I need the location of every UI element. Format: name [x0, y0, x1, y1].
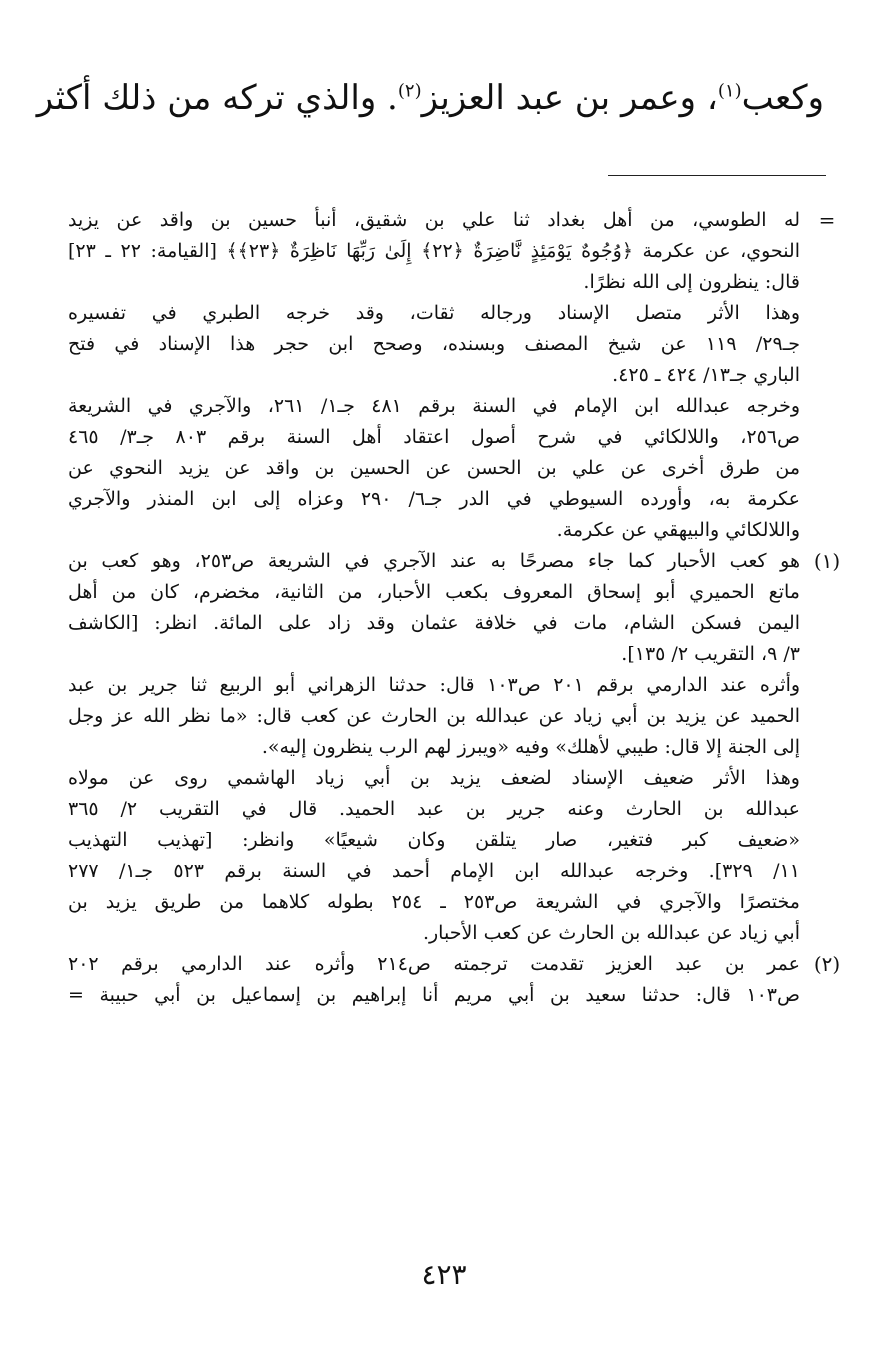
text-line: اليمن فسكن الشام، مات في خلافة عثمان وقد زاد على المائة. انظر: [الكاشف — [68, 612, 800, 634]
text-line: الباري جـ١٣/ ٤٢٤ ـ ٤٢٥. — [612, 364, 800, 386]
text-line: عكرمة به، وأورده السيوطي في الدر جـ٦/ ٢٩٠ وعزاه إلى ابن المنذر والآجري — [68, 488, 800, 510]
footnote-paragraph — [38, 670, 800, 763]
text-line: ص٢٥٦، واللالكائي في شرح أصول اعتقاد أهل السنة برقم ٨٠٣ جـ٣/ ٤٦٥ — [68, 426, 800, 448]
footnote-paragraph — [38, 949, 800, 1011]
text-line: إلى الجنة إلا قال: طيبي لأهلك» وفيه «ويبرز لهم الرب ينظرون إليه». — [261, 736, 800, 758]
text-line: عبدالله بن الحارث وعنه جرير بن عبد الحميد. قال في التقريب ٢/ ٣٦٥ — [68, 798, 800, 820]
footnote-2 — [38, 949, 850, 1011]
footnote-continuation — [38, 205, 850, 546]
text-line: عمر بن عبد العزيز تقدمت ترجمته ص٢١٤ وأثره عند الدارمي برقم ٢٠٢ — [68, 953, 800, 975]
text-line: من طرق أخرى عن علي بن الحسن عن الحسين بن واقد عن يزيد النحوي عن — [68, 457, 800, 479]
footnote-ref-2: (٢) — [397, 80, 422, 102]
text-line: ٣/ ٩، التقريب ٢/ ١٣٥]. — [621, 643, 800, 665]
text-line: أبي زياد عن عبدالله بن الحارث عن كعب الأحبار. — [422, 922, 800, 944]
footnote-1 — [38, 546, 850, 949]
footnote-separator — [608, 175, 826, 176]
text-line: الحميد عن يزيد بن أبي زياد عن عبدالله بن الحارث عن كعب قال: «ما نظر الله عز وجل — [68, 705, 800, 727]
text-line: وهذا الأثر متصل الإسناد ورجاله ثقات، وقد خرجه الطبري في تفسيره — [68, 302, 800, 324]
footnote-1-marker: (١) — [813, 549, 841, 573]
text-line: له الطوسي، من أهل بغداد ثنا علي بن شقيق، أنبأ حسين بن واقد عن يزيد — [68, 209, 800, 231]
continuation-marker: = — [818, 208, 836, 232]
text-line: ص١٠٣ قال: حدثنا سعيد بن أبي مريم أنا إبراهيم بن إسماعيل بن أبي حبيبة = — [68, 984, 800, 1006]
footnote-paragraph — [38, 205, 800, 298]
text-line: ١١/ ٣٢٩]. وخرجه عبدالله ابن الإمام أحمد في السنة برقم ٥٢٣ جـ١/ ٢٧٧ — [68, 860, 800, 882]
text-line: واللالكائي والبيهقي عن عكرمة. — [556, 519, 800, 541]
text-line: هو كعب الأحبار كما جاء مصرحًا به عند الآجري في الشريعة ص٢٥٣، وهو كعب بن — [68, 550, 800, 572]
main-text-line — [36, 70, 824, 126]
main-text-part2: ، وعمر بن عبد العزيز — [421, 78, 718, 118]
text-line: مختصرًا والآجري في الشريعة ص٢٥٣ ـ ٢٥٤ بطوله كلاهما من طريق يزيد بن — [68, 891, 800, 913]
footnotes-section — [38, 205, 850, 1011]
text-line: وهذا الأثر ضعيف الإسناد لضعف يزيد بن أبي زياد الهاشمي روى عن مولاه — [68, 767, 800, 789]
main-text-part1: وكعب — [741, 78, 824, 118]
footnote-paragraph — [38, 298, 800, 391]
text-line: قال: ينظرون إلى الله نظرًا. — [583, 271, 800, 293]
footnote-2-marker: (٢) — [813, 952, 841, 976]
main-text-part3: . والذي تركه من ذلك أكثر — [36, 78, 398, 118]
footnote-paragraph — [38, 546, 800, 670]
text-line: النحوي، عن عكرمة ﴿وُجُوهٌ يَوْمَئِذٍ نَّاضِرَةٌ ﴿٢٢﴾ إِلَىٰ رَبِّهَا نَاظِرَةٌ ﴿٢٣﴾﴾ [القيامة: ٢٢ ـ ٢٣] — [68, 240, 800, 262]
text-line: «ضعيف كبر فتغير، صار يتلقن وكان شيعيًا» وانظر: [تهذيب التهذيب — [68, 829, 800, 851]
text-line: جـ٢٩/ ١١٩ عن شيخ المصنف وبسنده، وصحح ابن حجر هذا الإسناد في فتح — [68, 333, 800, 355]
footnote-ref-1: (١) — [717, 80, 742, 102]
footnote-paragraph — [38, 391, 800, 546]
text-line: وأثره عند الدارمي برقم ٢٠١ ص١٠٣ قال: حدثنا الزهراني أبو الربيع ثنا جرير بن عبد — [68, 674, 800, 696]
text-line: ماتع الحميري أبو إسحاق المعروف بكعب الأحبار، من الثانية، مخضرم، كان من أهل — [68, 581, 800, 603]
footnote-paragraph — [38, 763, 800, 949]
page-number: ٤٢٣ — [421, 1258, 467, 1291]
text-line: وخرجه عبدالله ابن الإمام في السنة برقم ٤٨١ جـ١/ ٢٦١، والآجري في الشريعة — [68, 395, 800, 417]
